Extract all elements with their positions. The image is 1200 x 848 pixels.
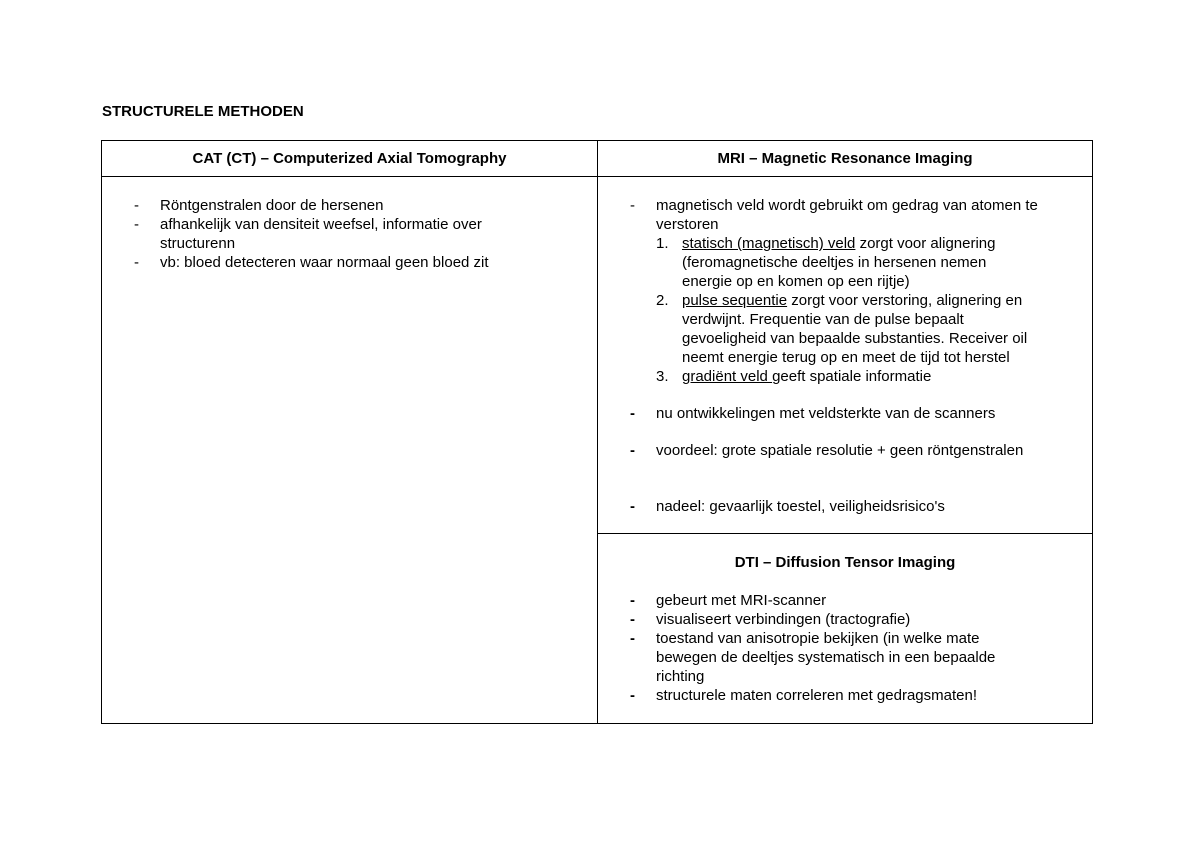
mri-column-header: MRI – Magnetic Resonance Imaging bbox=[717, 150, 973, 167]
ct-bullet-text: afhankelijk van densiteit weefsel, informatie over structurenn bbox=[160, 216, 482, 252]
list-item bbox=[598, 196, 1038, 386]
dti-bullet-text: structurele maten correleren met gedragsmaten! bbox=[656, 687, 977, 704]
mri-step bbox=[656, 234, 1038, 291]
ct-column-header: CAT (CT) – Computerized Axial Tomography bbox=[192, 150, 507, 167]
step-text: geeft spatiale informatie bbox=[772, 368, 932, 385]
bullet-dash: - bbox=[630, 405, 635, 422]
bullet-dash: - bbox=[630, 611, 635, 628]
list-item bbox=[102, 253, 532, 272]
step-number: 3. bbox=[656, 368, 669, 385]
list-item bbox=[598, 441, 1038, 460]
list-item bbox=[598, 497, 1038, 516]
bullet-dash: - bbox=[630, 687, 635, 704]
step-number: 1. bbox=[656, 235, 669, 252]
dti-bullet-text: gebeurt met MRI-scanner bbox=[656, 592, 827, 609]
bullet-dash: - bbox=[630, 592, 635, 609]
dti-section-header: DTI – Diffusion Tensor Imaging bbox=[734, 554, 956, 571]
header-divider bbox=[102, 176, 1092, 177]
mri-intro-text: magnetisch veld wordt gebruikt om gedrag van atomen te verstoren bbox=[656, 197, 1038, 233]
list-item bbox=[102, 215, 532, 253]
bullet-dash: - bbox=[630, 442, 635, 459]
ct-bullet-list bbox=[102, 196, 532, 272]
list-item bbox=[598, 629, 1038, 686]
page-title: STRUCTURELE METHODEN bbox=[102, 103, 304, 120]
mri-step bbox=[656, 367, 1038, 386]
dti-bullet-text: toestand van anisotropie bekijken (in welke mate bewegen de deeltjes systematisch in een bepaalde richting bbox=[656, 630, 996, 685]
ct-bullet-text: vb: bloed detecteren waar normaal geen bloed zit bbox=[160, 254, 489, 271]
mri-steps-list bbox=[656, 234, 1038, 386]
list-item bbox=[598, 610, 1038, 629]
step-number: 2. bbox=[656, 292, 669, 309]
step-text: zorgt voor alignering (feromagnetische deeltjes in hersenen nemen energie op en komen op een rijtje) bbox=[682, 235, 996, 290]
mri-bullet-text: nadeel: gevaarlijk toestel, veiligheidsrisico's bbox=[656, 498, 945, 515]
step-term: statisch (magnetisch) veld bbox=[682, 235, 856, 252]
methods-table bbox=[101, 140, 1093, 724]
dti-bullet-list bbox=[598, 591, 1038, 705]
bullet-dash: - bbox=[134, 197, 139, 214]
bullet-dash: - bbox=[630, 498, 635, 515]
bullet-dash: - bbox=[134, 254, 139, 271]
dti-section-divider bbox=[598, 533, 1092, 534]
list-item bbox=[598, 591, 1038, 610]
step-term: gradiënt veld bbox=[682, 368, 773, 385]
list-item bbox=[598, 404, 1038, 423]
mri-bullet-text: voordeel: grote spatiale resolutie + geen röntgenstralen bbox=[656, 442, 1024, 459]
bullet-dash: - bbox=[630, 197, 635, 214]
dti-bullet-text: visualiseert verbindingen (tractografie) bbox=[656, 611, 911, 628]
step-text: zorgt voor verstoring, alignering en verdwijnt. Frequentie van de pulse bepaalt gevoeligheid van bepaalde substanties. Receiver oil neemt energie terug op en meet de tijd tot herstel bbox=[682, 292, 1028, 366]
step-term: pulse sequentie bbox=[682, 292, 788, 309]
bullet-dash: - bbox=[630, 630, 635, 647]
ct-bullet-text: Röntgenstralen door de hersenen bbox=[160, 197, 384, 214]
mri-bullet-text: nu ontwikkelingen met veldsterkte van de scanners bbox=[656, 405, 996, 422]
list-item bbox=[102, 196, 532, 215]
mri-step bbox=[656, 291, 1038, 367]
bullet-dash: - bbox=[134, 216, 139, 233]
mri-bullet-list bbox=[598, 196, 1038, 516]
list-item bbox=[598, 686, 1038, 705]
